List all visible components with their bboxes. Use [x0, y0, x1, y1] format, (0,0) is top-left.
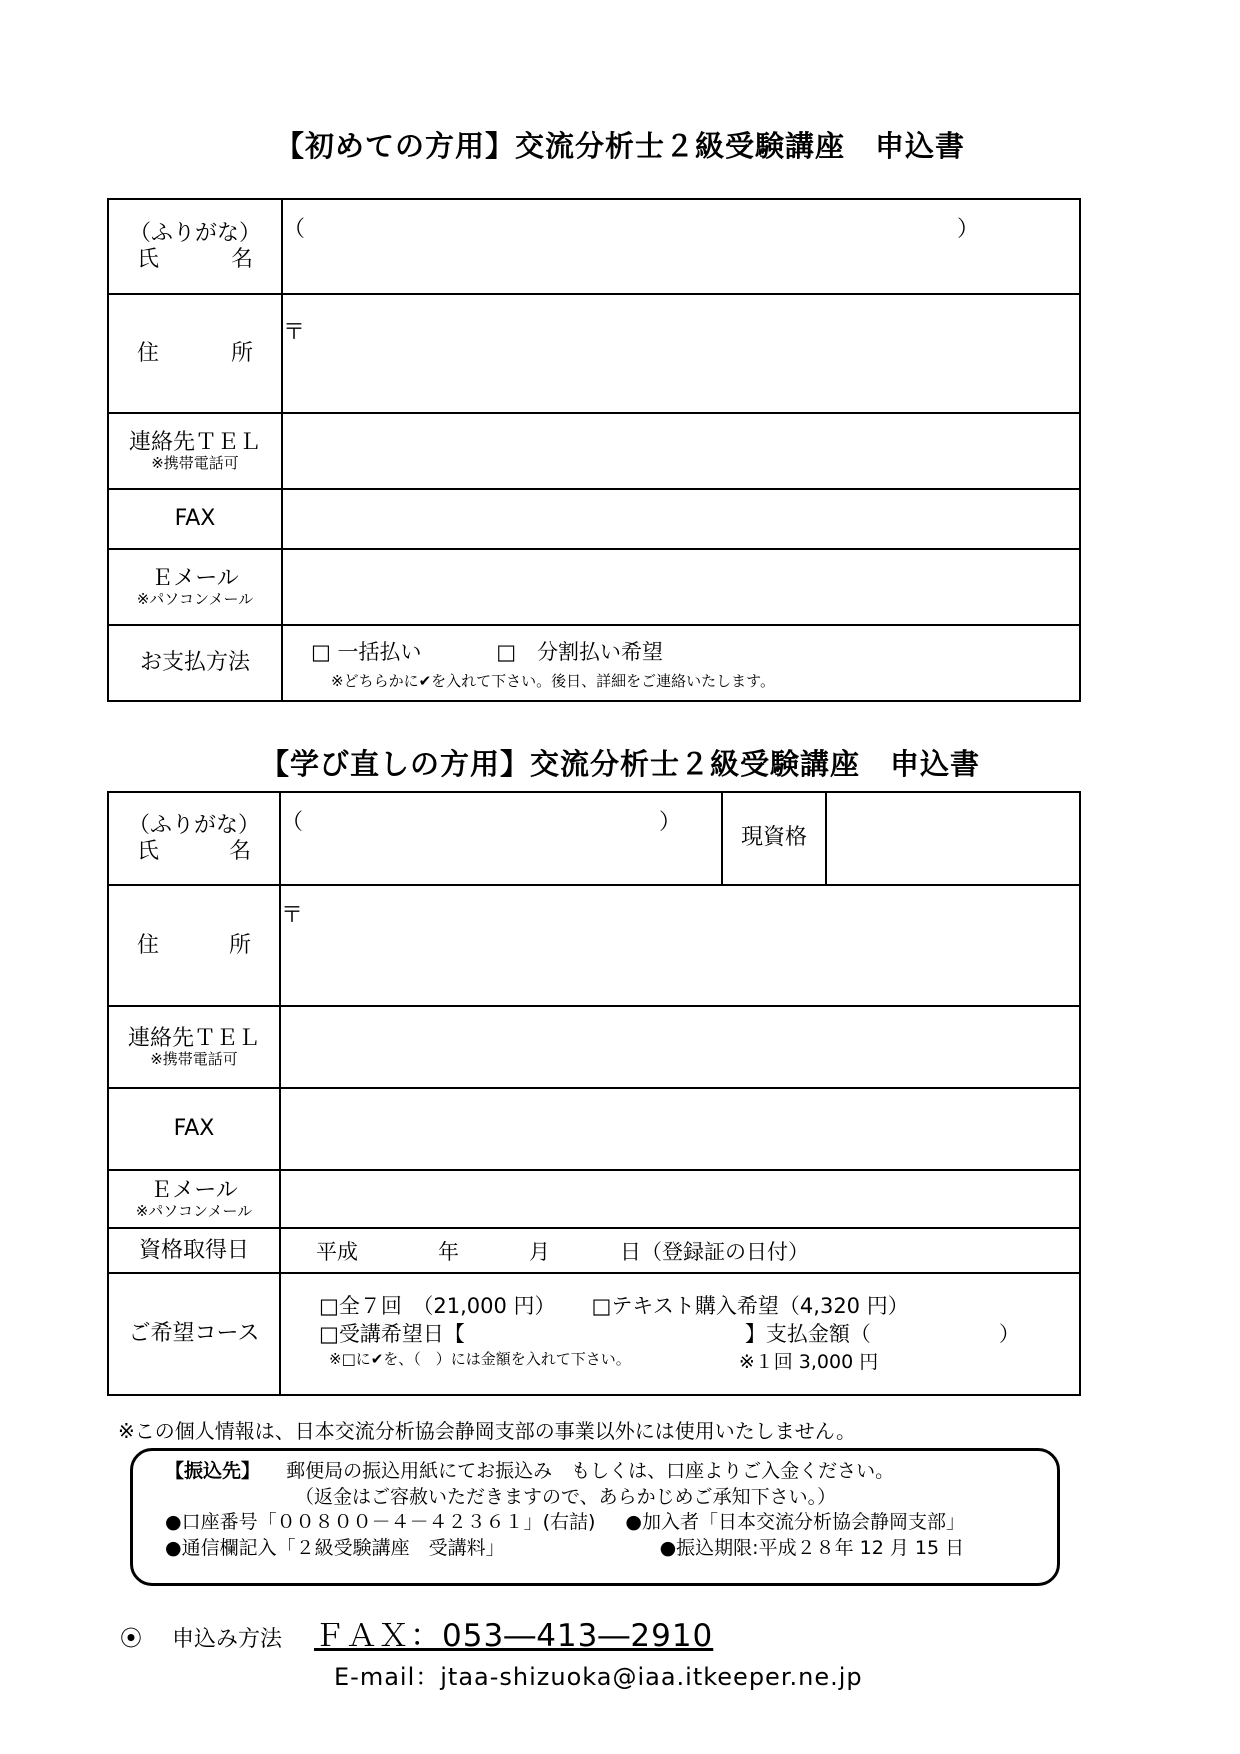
form1-address-field[interactable]: 〒 — [282, 294, 1080, 413]
form1-address-label: 住 所 — [108, 294, 282, 413]
form2-acq-date-field[interactable]: 平成 年 月 日（登録証の日付） — [280, 1228, 1080, 1273]
bank-account: ●口座番号「００８００－４－４２３６１」(右詰) — [165, 1511, 596, 1534]
form1-payment-label: お支払方法 — [108, 625, 282, 701]
payment-installment-checkbox[interactable]: □ 分割払い希望 — [496, 639, 664, 664]
form1-title: 【初めての方用】交流分析士２級受験講座 申込書 — [274, 129, 965, 163]
form1-name-field[interactable]: （ ） — [282, 199, 1080, 294]
form1-fax-field[interactable] — [282, 489, 1080, 549]
form2-fax-field[interactable] — [280, 1088, 1080, 1170]
form1-table — [107, 198, 1081, 702]
form2-tel-label: 連絡先ＴＥＬ ※携帯電話可 — [108, 1006, 280, 1088]
course-text-checkbox[interactable]: □テキスト購入希望（4,320 円） — [591, 1294, 909, 1319]
form1-payment-field — [282, 625, 1080, 701]
form1-fax-label: FAX — [108, 489, 282, 549]
form2-acq-date-label: 資格取得日 — [108, 1228, 280, 1273]
form2-qualification-label: 現資格 — [722, 792, 826, 885]
form2-course-field: □全７回 （21,000 円） □テキスト購入希望（4,320 円） □受講希望日【 】支払金額（ ） ※□に✔を、（ ）には金額を入れて下さい。 ※１回 3,000 円 — [280, 1273, 1080, 1395]
form2-address-label: 住 所 — [108, 885, 280, 1006]
course-note: ※□に✔を、（ ）には金額を入れて下さい。 — [329, 1349, 631, 1368]
form1-email-label: Ｅメール ※パソコンメール — [108, 549, 282, 625]
form2-email-field[interactable] — [280, 1170, 1080, 1228]
bank-heading: 【振込先】 — [165, 1460, 261, 1482]
bank-deadline: ●振込期限:平成２８年 12 月 15 日 — [659, 1536, 965, 1559]
course-price-note: ※１回 3,000 円 — [738, 1350, 879, 1373]
payment-lump-checkbox[interactable]: □ 一括払い — [311, 639, 422, 664]
form2-table — [107, 791, 1081, 1396]
form2-title: 【学び直しの方用】交流分析士２級受験講座 申込書 — [259, 747, 980, 781]
form2-qualification-field[interactable] — [826, 792, 1080, 885]
course-full-checkbox[interactable]: □全７回 （21,000 円） — [319, 1294, 556, 1319]
form1-tel-label: 連絡先ＴＥＬ ※携帯電話可 — [108, 413, 282, 489]
bullet-icon: ⦿ — [120, 1627, 143, 1652]
email-address[interactable]: E-mail：jtaa-shizuoka@iaa.itkeeper.ne.jp — [334, 1663, 863, 1691]
bank-holder: ●加入者「日本交流分析協会静岡支部」 — [625, 1511, 965, 1534]
bank-memo: ●通信欄記入「２級受験講座 受講料」 — [165, 1536, 505, 1559]
course-date-checkbox[interactable]: □受講希望日【 — [319, 1321, 465, 1346]
course-amount-label: 】支払金額（ — [744, 1321, 871, 1346]
form1-tel-field[interactable] — [282, 413, 1080, 489]
bank-info-box: 【振込先】 郵便局の振込用紙にてお振込み もしくは、口座よりご入金ください。 （返金はご容赦いただきますので、あらかじめご承知下さい。） ●口座番号「００８００－４－４２３６１」(右詰) ●加入者「日本交流分析協会静岡支部」 ●通信欄記入「２級受験講座 受講料」 ●振込期限:平成２８年 12 月 15 日 — [130, 1448, 1060, 1586]
form2-address-field[interactable]: 〒 — [280, 885, 1080, 1006]
privacy-note: ※この個人情報は、日本交流分析協会静岡支部の事業以外には使用いたしません。 — [118, 1419, 856, 1443]
form1-name-label: （ふりがな） 氏 名 — [108, 199, 282, 294]
form2-name-label: （ふりがな） 氏 名 — [108, 792, 280, 885]
form2-tel-field[interactable] — [280, 1006, 1080, 1088]
payment-note: ※どちらかに✔を入れて下さい。後日、詳細をご連絡いたします。 — [331, 671, 775, 690]
fax-number: ＦＡＸ：053―413―2910 — [314, 1618, 714, 1654]
form2-email-label: Ｅメール ※パソコンメール — [108, 1170, 280, 1228]
form1-email-field[interactable] — [282, 549, 1080, 625]
form2-name-field[interactable]: （ ） — [280, 792, 722, 885]
application-method: ⦿ 申込み方法 ＦＡＸ：053―413―2910 — [120, 1610, 713, 1655]
form2-course-label: ご希望コース — [108, 1273, 280, 1395]
form2-fax-label: FAX — [108, 1088, 280, 1170]
